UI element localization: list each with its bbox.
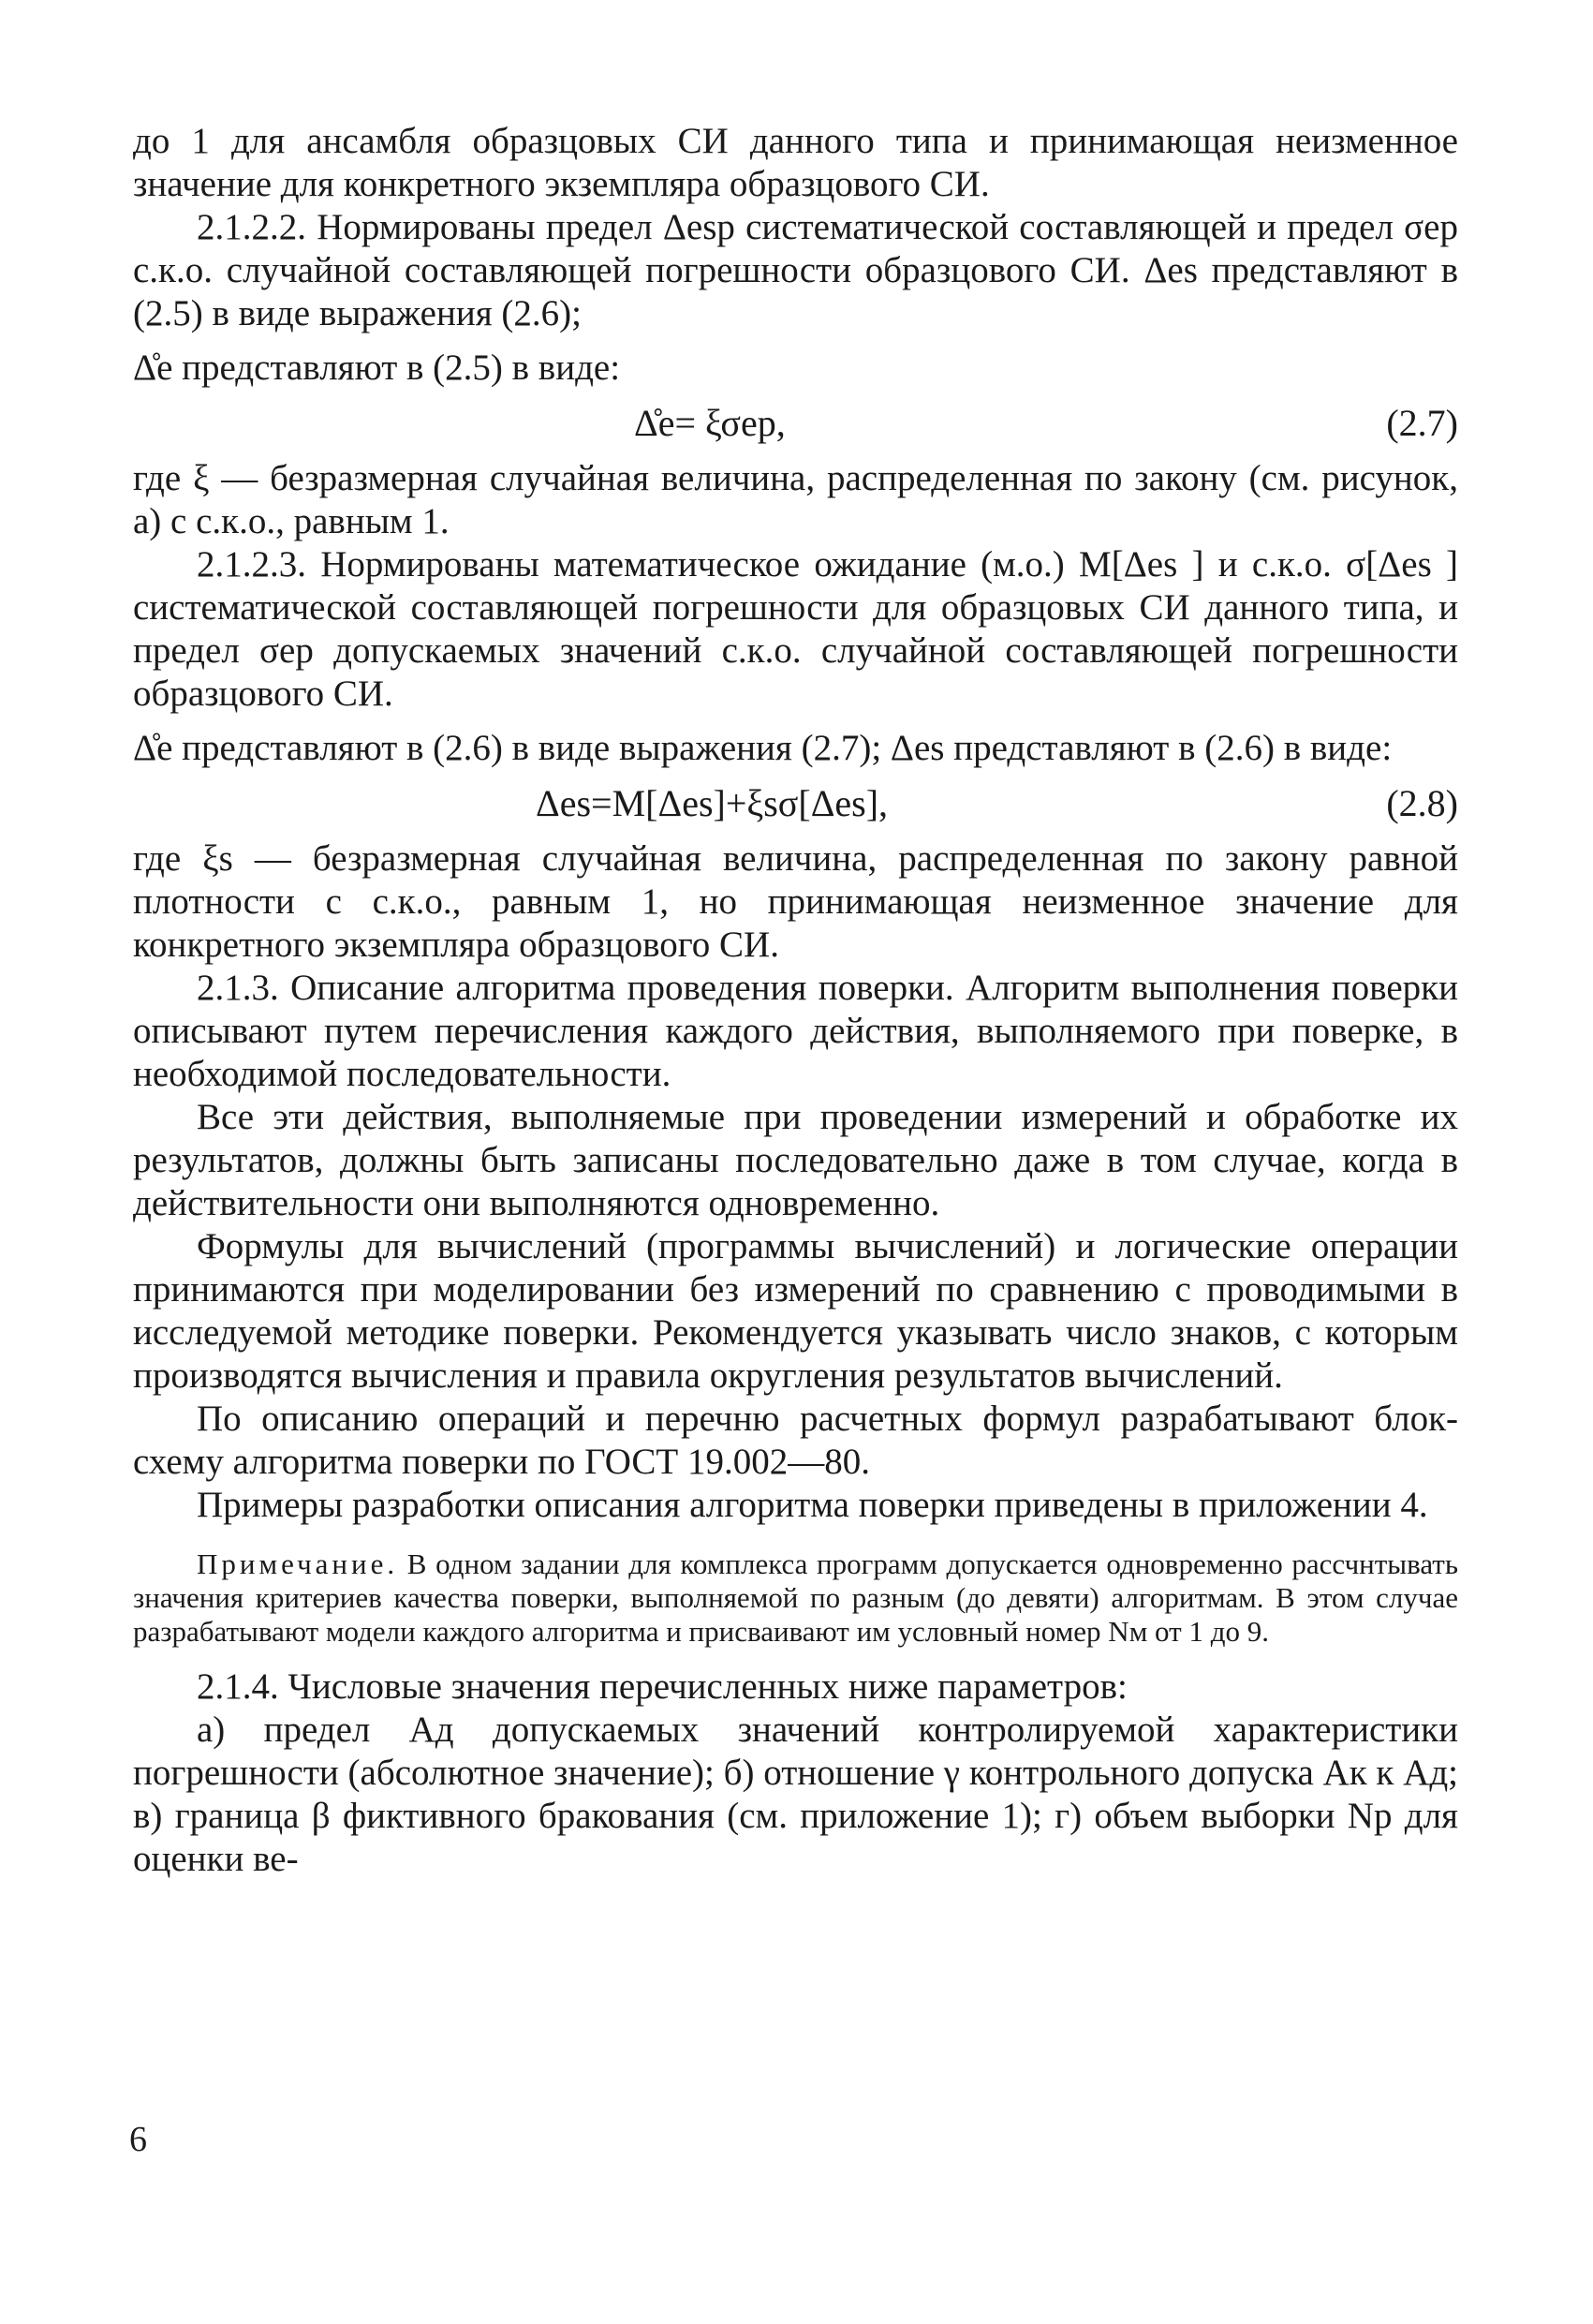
paragraph: 2.1.3. Описание алгоритма проведения поверки. Алгоритм выполнения поверки описывают путем перечисления каждого действия, выполняемого при поверке, в необходимой последовательности. <box>133 968 1458 1094</box>
formula-expression: Δ̊е= ξσер, <box>634 402 786 444</box>
formula-number: (2.7) <box>1386 402 1458 444</box>
paragraph: По описанию операций и перечню расчетных формул разрабатывают блок-схему алгоритма поверки по ГОСТ 19.002—80. <box>133 1399 1458 1482</box>
formula-2-7 <box>133 390 1458 457</box>
paragraph: 2.1.2.2. Нормированы предел Δesp систематической составляющей и предел σер с.к.о. случайной составляющей погрешности образцового СИ. Δes представляют в (2.5) в виде выражения (2.6); <box>133 207 1458 333</box>
paragraph: где ξ — безразмерная случайная величина, распределенная по закону (см. рисунок, а) с с.к.о., равным 1. <box>133 458 1458 541</box>
note <box>133 1547 1458 1649</box>
note-text: В одном задании для комплекса программ допускается одновременно рассчнтывать значения критериев качества поверки, выполняемой по разным (до девяти) алгоритмам. В этом случае разрабатывают модели каждого алгоритма и присваивают им условный номер Nм от 1 до 9. <box>133 1547 1458 1648</box>
formula-expression: Δes=М[Δes]+ξsσ[Δes], <box>536 782 889 824</box>
paragraph: 2.1.4. Числовые значения перечисленных ниже параметров: <box>197 1666 1128 1707</box>
paragraph: 2.1.2.3. Нормированы математическое ожидание (м.о.) М[Δes ] и с.к.о. σ[Δes ] систематической составляющей погрешности для образцовых СИ данного типа, и предел σер допускаемых значений с.к.о. случайной составляющей погрешности образцового СИ. <box>133 544 1458 714</box>
paragraph: Все эти действия, выполняемые при проведении измерений и обработке их результатов, должны быть записаны последовательно даже в том случае, когда в действительности они выполняются одновременно. <box>133 1097 1458 1223</box>
formula-number: (2.8) <box>1386 782 1458 824</box>
paragraph: где ξs — безразмерная случайная величина, распределенная по закону равной плотности с с.к.о., равным 1, но принимающая неизменное значение для конкретного экземпляра образцового СИ. <box>133 838 1458 965</box>
paragraph: а) предел Ад допускаемых значений контролируемой характеристики погрешности (абсолютное значение); б) отношение γ контрольного допуска Ак к Ад; в) граница β фиктивного бракования (см. приложение 1); г) объем выборки Nр для оценки ве- <box>133 1710 1458 1879</box>
paragraph: до 1 для ансамбля образцовых СИ данного типа и принимающая неизменное значение для конкретного экземпляра образцового СИ. <box>133 121 1458 204</box>
paragraph: Примеры разработки описания алгоритма поверки приведены в приложении 4. <box>197 1485 1428 1525</box>
note-label: Примечание. <box>197 1547 399 1580</box>
formula-2-8 <box>133 770 1458 837</box>
paragraph: Δ̊е представляют в (2.5) в виде: <box>133 348 621 388</box>
paragraph: Δ̊е представляют в (2.6) в виде выражения (2.7); Δes представляют в (2.6) в виде: <box>133 728 1393 768</box>
document-page <box>133 120 1458 1881</box>
page-number: 6 <box>129 2120 147 2159</box>
paragraph: Формулы для вычислений (программы вычислений) и логические операции принимаются при моделировании без измерений по сравнению с проводимыми в исследуемой методике поверки. Рекомендуется указывать число знаков, с которым производятся вычисления и правила округления результатов вычислений. <box>133 1226 1458 1396</box>
